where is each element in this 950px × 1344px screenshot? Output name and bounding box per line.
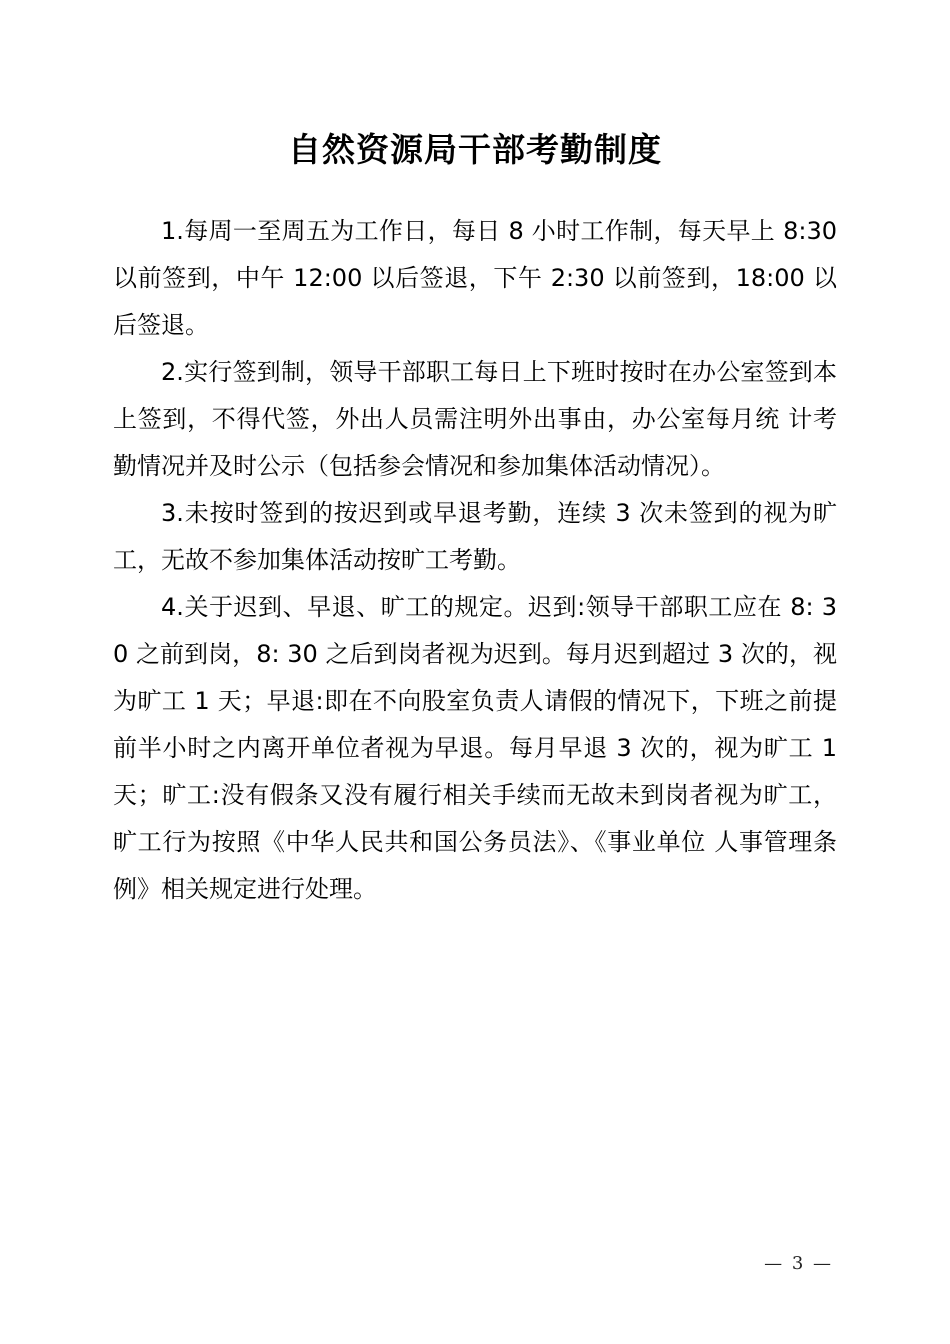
paragraph-3: 3.未按时签到的按迟到或早退考勤，连续 3 次未签到的视为旷工，无故不参加集体活动按旷工考勤。 <box>113 499 837 574</box>
page-number: — 3 — <box>764 1253 833 1274</box>
paragraph-4: 4.关于迟到、早退、旷工的规定。迟到:领导干部职工应在 8: 30 之前到岗，8: 30 之后到岗者视为迟到。每月迟到超过 3 次的，视为旷工 1 天；早退:即在不向股室负责人请假的情况下，下班之前提前半小时之内离开单位者视为早退。每月早退 3 次的，视为旷工 1 天；旷工:没有假条又没有履行相关手续而无故未到岗者视为旷工，旷工行为按照《中华人民共和国公务员法》、《事业单位 人事管理条例》相关规定进行处理。 <box>113 593 837 903</box>
paragraph-1: 1.每周一至周五为工作日，每日 8 小时工作制，每天早上 8:30 以前签到，中午 12:00 以后签退，下午 2:30 以前签到，18:00 以后签退。 <box>113 217 837 339</box>
document-title: 自然资源局干部考勤制度 <box>288 130 662 169</box>
document-body <box>113 208 837 913</box>
paragraph-2: 2.实行签到制，领导干部职工每日上下班时按时在办公室签到本上签到，不得代签，外出人员需注明外出事由，办公室每月统 计考勤情况并及时公示（包括参会情况和参加集体活动情况）。 <box>113 358 837 480</box>
